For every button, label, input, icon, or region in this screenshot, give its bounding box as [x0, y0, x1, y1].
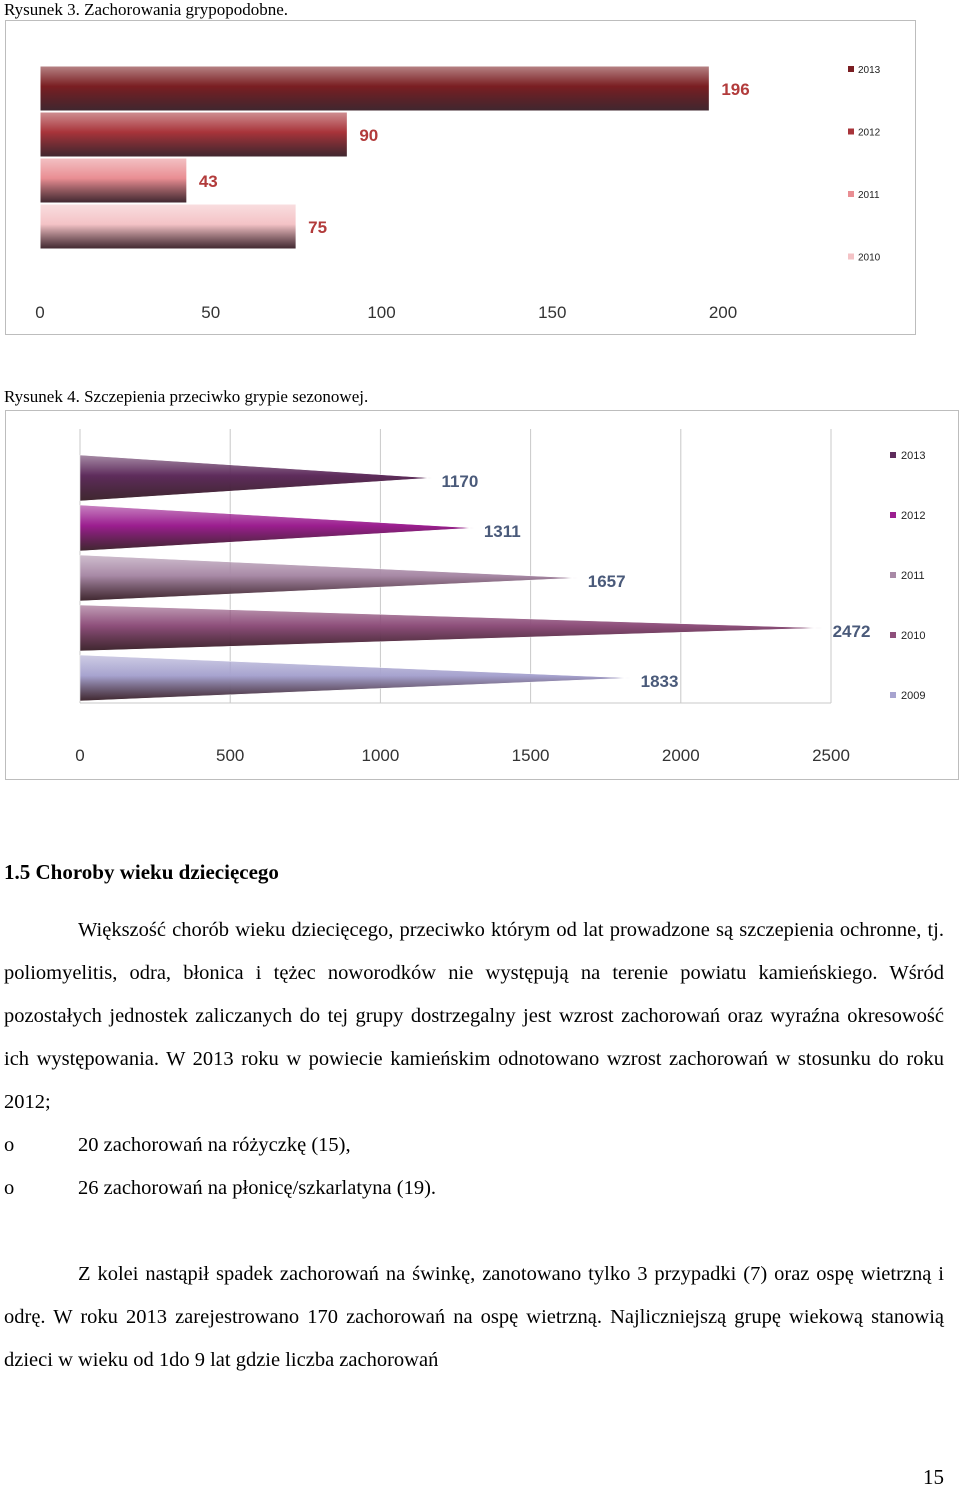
- legend-swatch-2009: [890, 692, 896, 698]
- legend-label-2013: 2013: [858, 65, 881, 76]
- legend-swatch-2013: [848, 66, 854, 72]
- legend-swatch-2012: [890, 512, 896, 518]
- bullet-mark: o: [4, 1177, 15, 1199]
- data-label-2012: 1311: [483, 522, 521, 541]
- bar-2012: [40, 112, 347, 157]
- paragraph-1: Większość chorób wieku dziecięcego, przeciwko którym od lat prowadzone są szczepienia ochronne, tj. poliomyelitis, odra, błonica i tężec noworodków nie występują na terenie powiatu kamieńskiego. Wśród pozostałych jednostek zaliczanych do tej grupy dostrzegalny jest wzrost zachorowań oraz wyraźna okresowość ich występowania. W 2013 roku w powiecie kamieńskim odnotowano wzrost zachorowań w stosunku do roku 2012;: [4, 919, 944, 1113]
- tick-label-0: 0: [35, 303, 45, 322]
- bar-2011: [40, 158, 187, 203]
- legend-swatch-2010: [848, 254, 854, 260]
- page-number: 15: [923, 1465, 944, 1489]
- tick-label-50: 50: [201, 303, 221, 322]
- cone-2011: [80, 555, 578, 601]
- data-label-2012: 90: [359, 126, 379, 145]
- data-label-2009: 1833: [640, 672, 679, 691]
- bullet-mark: o: [4, 1134, 15, 1156]
- tick-label-500: 500: [216, 746, 245, 765]
- tick-label-150: 150: [538, 303, 567, 322]
- bar-2010: [40, 204, 296, 249]
- legend-label-2010: 2010: [858, 252, 881, 264]
- figure3-chart-svg: [6, 21, 917, 336]
- legend-label-2013: 2013: [901, 450, 926, 462]
- legend-swatch-2012: [848, 129, 854, 135]
- legend-label-2010: 2010: [901, 630, 926, 642]
- legend-label-2012: 2012: [901, 510, 926, 522]
- legend-swatch-2010: [890, 632, 896, 638]
- cone-2013: [80, 455, 431, 501]
- tick-label-100: 100: [367, 303, 396, 322]
- legend-label-2011: 2011: [901, 570, 925, 582]
- data-label-2011: 1657: [587, 572, 626, 591]
- data-label-2013: 196: [721, 80, 750, 99]
- legend-swatch-2013: [890, 452, 896, 458]
- figure3-chart: [5, 20, 916, 335]
- data-label-2013: 1170: [441, 472, 479, 491]
- figure3-caption: Rysunek 3. Zachorowania grypopodobne.: [4, 0, 289, 19]
- cone-2010: [80, 605, 823, 651]
- tick-label-1000: 1000: [361, 746, 400, 765]
- legend-label-2011: 2011: [858, 190, 880, 201]
- bullet-list: [4, 1124, 436, 1210]
- tick-label-2000: 2000: [661, 746, 700, 765]
- legend-swatch-2011: [890, 572, 896, 578]
- data-label-2011: 43: [198, 172, 218, 191]
- tick-label-1500: 1500: [511, 746, 550, 765]
- cone-2012: [80, 505, 474, 551]
- list-item: [4, 1167, 436, 1210]
- bullet-text: 26 zachorowań na płonicę/szkarlatyna (19).: [78, 1177, 437, 1199]
- tick-label-2500: 2500: [812, 746, 850, 765]
- legend-label-2012: 2012: [858, 127, 881, 139]
- cone-2009: [80, 655, 631, 701]
- figure4-chart: [5, 410, 959, 780]
- data-label-2010: 2472: [832, 622, 871, 641]
- section-heading: 1.5 Choroby wieku dziecięcego: [4, 860, 279, 884]
- legend-label-2009: 2009: [901, 690, 926, 702]
- figure4-chart-svg: [6, 411, 960, 781]
- legend-swatch-2011: [848, 191, 854, 197]
- bar-2013: [40, 66, 709, 111]
- tick-label-200: 200: [708, 303, 738, 322]
- data-label-2010: 75: [308, 218, 328, 237]
- paragraph-2: Z kolei nastąpił spadek zachorowań na świnkę, zanotowano tylko 3 przypadki (7) oraz ospę wietrzną i odrę. W roku 2013 zarejestrowano 170 zachorowań na ospę wietrzną. Najliczniejszą grupę wiekową stanowią dzieci w wieku od 1do 9 lat gdzie liczba zachorowań: [4, 1263, 944, 1371]
- list-item: [4, 1124, 436, 1167]
- figure4-caption: Rysunek 4. Szczepienia przeciwko grypie sezonowej.: [4, 387, 369, 406]
- bullet-text: 20 zachorowań na różyczkę (15),: [78, 1134, 351, 1156]
- tick-label-0: 0: [75, 746, 85, 765]
